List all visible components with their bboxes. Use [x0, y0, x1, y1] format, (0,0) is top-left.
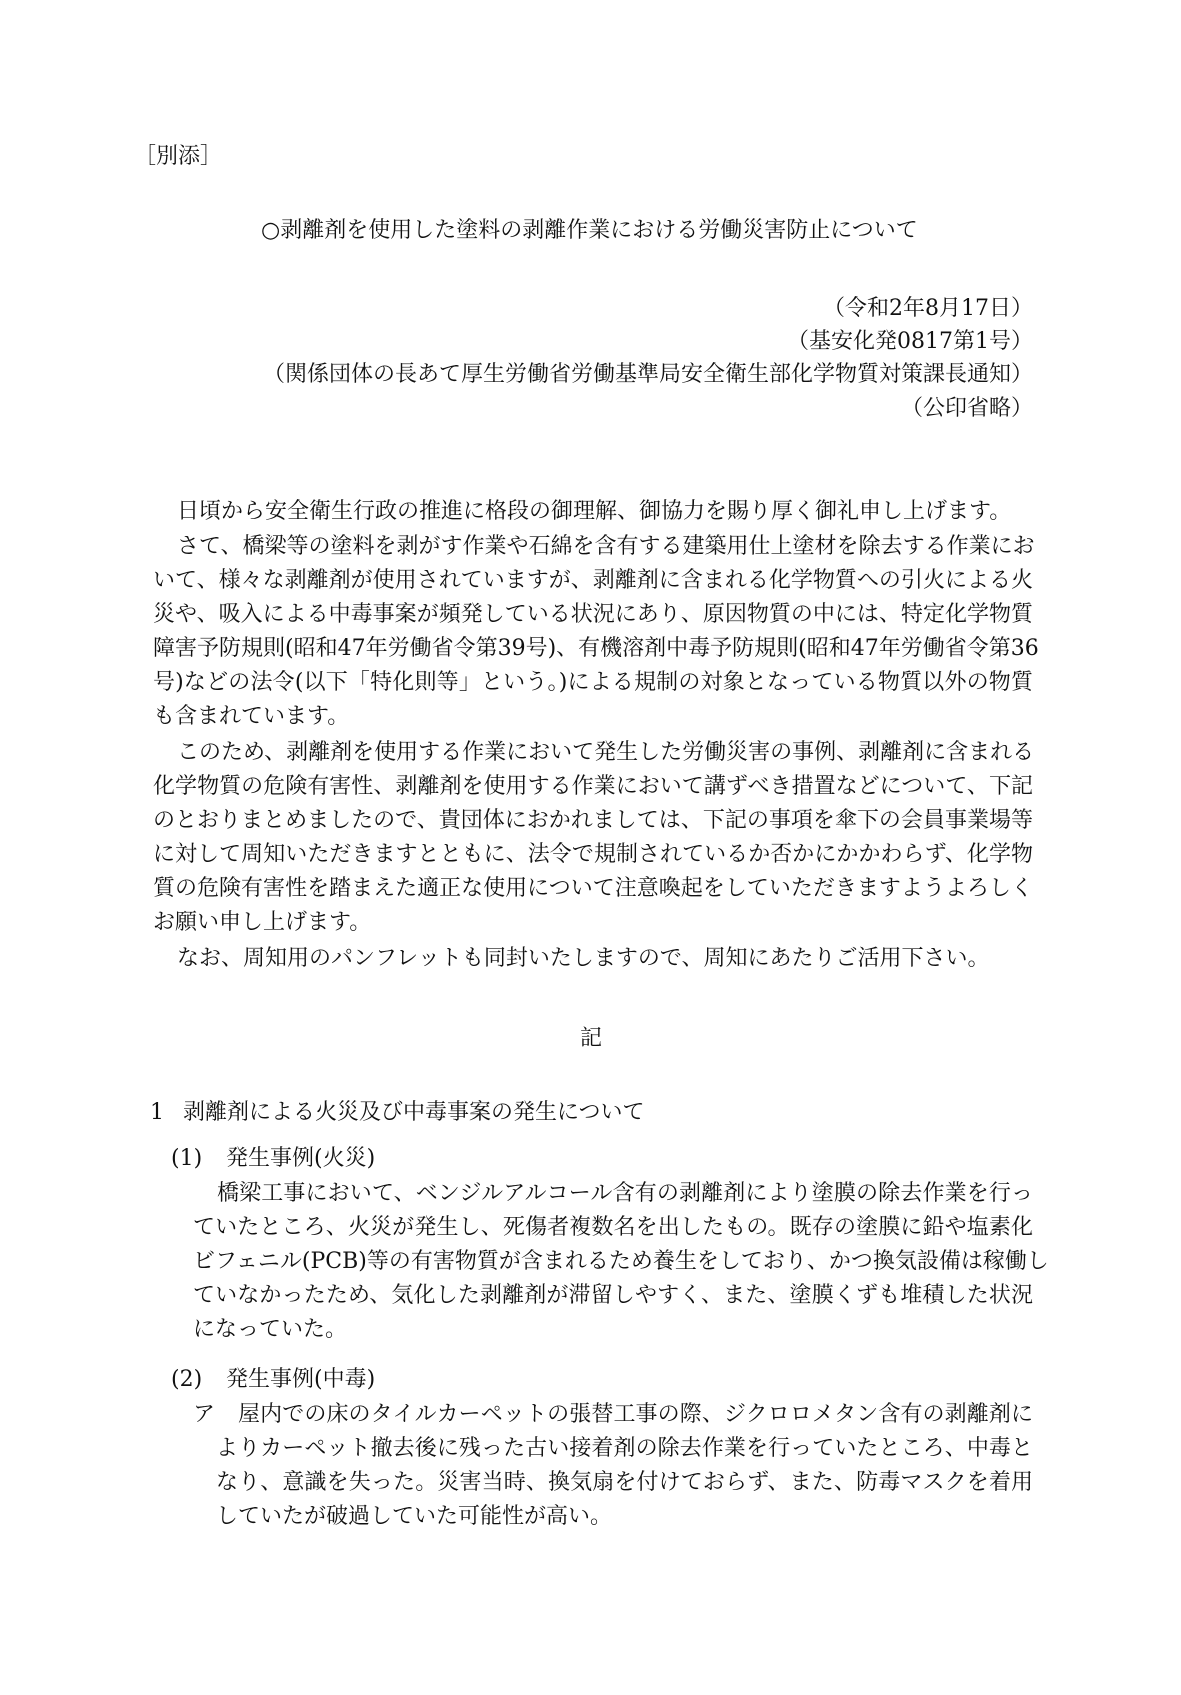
subsection-1-number: (1) [171, 1146, 203, 1171]
body-paragraph-2-line: 災や、吸入による中毒事案が頻発している状況にあり、原因物質の中には、特定化学物質 [153, 602, 1033, 627]
section-1-number: 1 [150, 1100, 164, 1125]
document-title: ○剥離剤を使用した塗料の剥離作業における労働災害防止について [261, 218, 918, 243]
body-paragraph-2-line: も含まれています。 [153, 704, 350, 729]
subsection-1-text-line: 橋梁工事において、ベンジルアルコール含有の剥離剤により塗膜の除去作業を行っ [217, 1181, 1033, 1206]
attachment-label: ［別添］ [134, 144, 223, 169]
item-a-marker: ア [193, 1402, 216, 1427]
subsection-1-text-line: ていなかったため、気化した剥離剤が滞留しやすく、また、塗膜くずも堆積した状況 [193, 1283, 1033, 1308]
body-paragraph-4-line: なお、周知用のパンフレットも同封いたしますので、周知にあたりご活用下さい。 [177, 946, 990, 971]
body-paragraph-3-line: に対して周知いただきますとともに、法令で規制されているか否かにかかわらず、化学物 [153, 842, 1033, 867]
subsection-1-text-line: ていたところ、火災が発生し、死傷者複数名を出したもの。既存の塗膜に鉛や塩素化 [193, 1215, 1033, 1240]
item-a-text-line: なり、意識を失った。災害当時、換気扇を付けておらず、また、防毒マスクを着用 [216, 1470, 1033, 1495]
body-paragraph-2-line: さて、橋梁等の塗料を剥がす作業や石綿を含有する建築用仕上塗材を除去する作業にお [177, 534, 1035, 559]
subsection-1-text-line: になっていた。 [193, 1317, 348, 1342]
body-paragraph-2-line: いて、様々な剥離剤が使用されていますが、剥離剤に含まれる化学物質への引火による火 [153, 568, 1033, 593]
body-paragraph-3-line: 質の危険有害性を踏まえた適正な使用について注意喚起をしていただきますようよろしく [153, 876, 1033, 901]
item-a-text-line: 屋内での床のタイルカーペットの張替工事の際、ジクロロメタン含有の剥離剤に [238, 1402, 1033, 1427]
body-paragraph-2-line: 号)などの法令(以下「特化則等」という。)による規制の対象となっている物質以外の物質 [153, 670, 1033, 695]
body-paragraph-3-line: のとおりまとめましたので、貴団体におかれましては、下記の事項を傘下の会員事業場等 [153, 808, 1033, 833]
subsection-1-title: 発生事例(火災) [226, 1146, 376, 1171]
item-a-text-line: していたが破過していた可能性が高い。 [216, 1504, 613, 1529]
subsection-2-number: (2) [171, 1367, 203, 1392]
addressee: （関係団体の長あて厚生労働省労働基準局安全衛生部化学物質対策課長通知） [262, 362, 1033, 387]
body-paragraph-3-line: このため、剥離剤を使用する作業において発生した労働災害の事例、剥離剤に含まれる [177, 740, 1035, 765]
body-paragraph-3-line: お願い申し上げます。 [153, 910, 372, 935]
item-a-text-line: よりカーペット撤去後に残った古い接着剤の除去作業を行っていたところ、中毒と [216, 1436, 1033, 1461]
seal-omitted: （公印省略） [900, 396, 1033, 421]
notice-number: （基安化発0817第1号） [787, 329, 1033, 354]
ki-heading: 記 [580, 1026, 603, 1051]
subsection-1-text-line: ビフェニル(PCB)等の有害物質が含まれるため養生をしており、かつ換気設備は稼働し [193, 1249, 1049, 1274]
subsection-2-title: 発生事例(中毒) [226, 1367, 376, 1392]
body-paragraph-2-line: 障害予防規則(昭和47年労働省令第39号)、有機溶剤中毒予防規則(昭和47年労働省令第36 [153, 636, 1039, 661]
issue-date: （令和2年8月17日） [823, 296, 1033, 321]
body-paragraph-1-line: 日頃から安全衛生行政の推進に格段の御理解、御協力を賜り厚く御礼申し上げます。 [177, 499, 1012, 524]
section-1-title: 剥離剤による火災及び中毒事案の発生について [183, 1100, 645, 1125]
body-paragraph-3-line: 化学物質の危険有害性、剥離剤を使用する作業において講ずべき措置などについて、下記 [153, 774, 1033, 799]
